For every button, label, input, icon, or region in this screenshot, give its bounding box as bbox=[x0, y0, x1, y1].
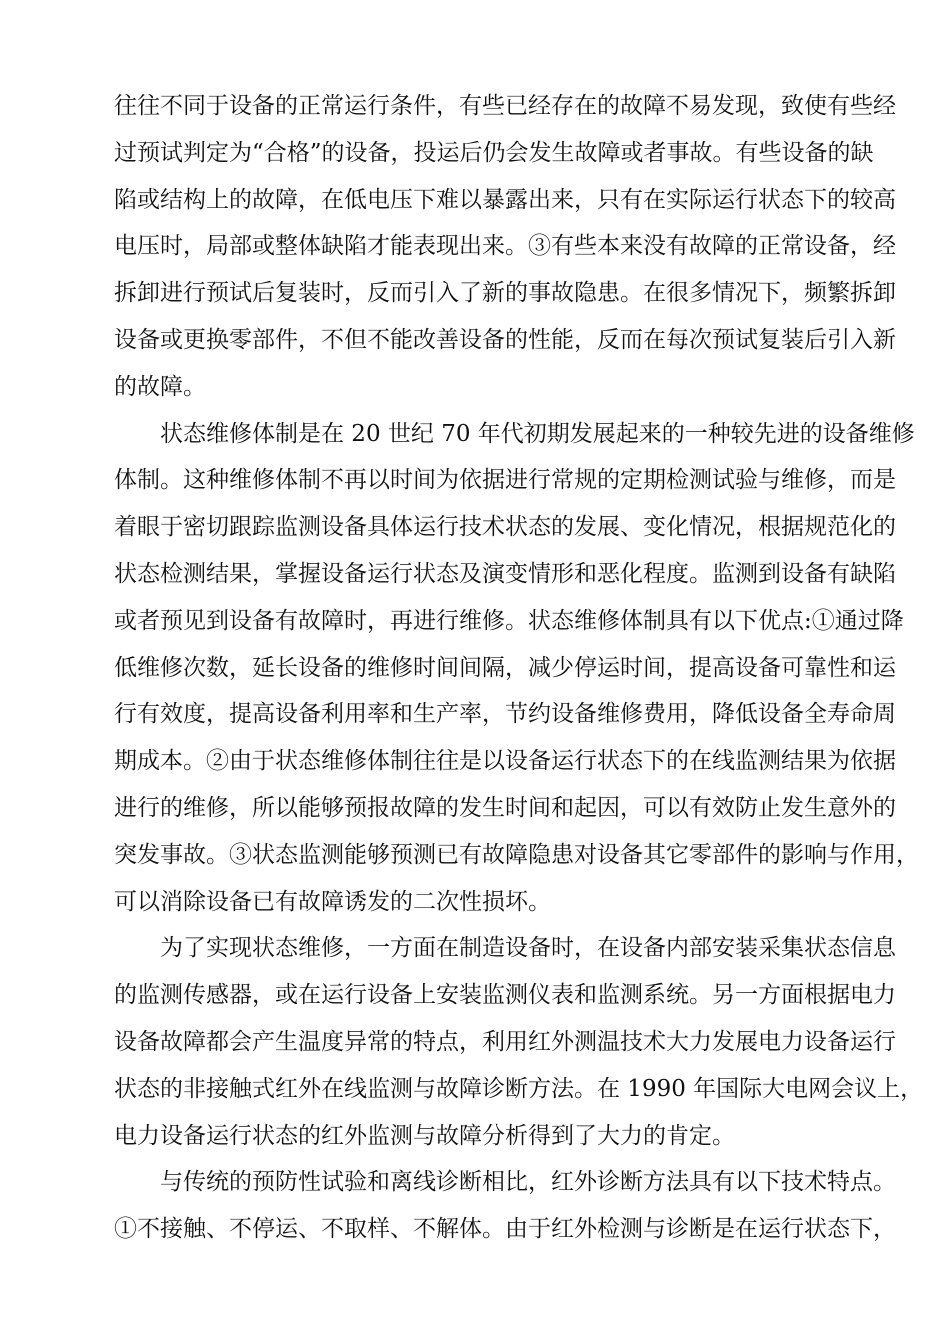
text-line: 突发事故。③状态监测能够预测已有故障隐患对设备其它零部件的影响与作用， bbox=[114, 841, 919, 868]
text-line: ①不接触、不停运、不取样、不解体。由于红外检测与诊断是在运行状态下， bbox=[114, 1216, 896, 1243]
text-line: 进行的维修，所以能够预报故障的发生时间和起因，可以有效防止发生意外的 bbox=[114, 794, 896, 821]
text-line: 设备故障都会产生温度异常的特点，利用红外测温技术大力发展电力设备运行 bbox=[114, 1028, 896, 1055]
text-line: 可以消除设备已有故障诱发的二次性损坏。 bbox=[114, 888, 551, 915]
text-line: 拆卸进行预试后复装时，反而引入了新的事故隐患。在很多情况下，频繁拆卸 bbox=[114, 280, 896, 307]
text-line: 电力设备运行状态的红外监测与故障分析得到了大力的肯定。 bbox=[114, 1122, 735, 1149]
text-line: 的故障。 bbox=[114, 373, 206, 400]
text-line: 状态的非接触式红外在线监测与故障诊断方法。在 1990 年国际大电网会议上， bbox=[114, 1075, 924, 1102]
text-line: 为了实现状态维修，一方面在制造设备时，在设备内部安装采集状态信息 bbox=[160, 935, 896, 962]
paragraph-1 bbox=[114, 83, 896, 411]
text-line: 往往不同于设备的正常运行条件，有些已经存在的故障不易发现，致使有些经 bbox=[114, 93, 896, 119]
text-line: 行有效度，提高设备利用率和生产率，节约设备维修费用，降低设备全寿命周 bbox=[114, 701, 896, 728]
text-line: 过预试判定为“合格”的设备，投运后仍会发生故障或者事故。有些设备的缺 bbox=[114, 139, 874, 166]
text-line: 电压时，局部或整体缺陷才能表现出来。③有些本来没有故障的正常设备，经 bbox=[114, 233, 896, 260]
text-line: 体制。这种维修体制不再以时间为依据进行常规的定期检测试验与维修，而是 bbox=[114, 467, 896, 494]
text-line: 低维修次数，延长设备的维修时间间隔，减少停运时间，提高设备可靠性和运 bbox=[114, 654, 896, 681]
body-text bbox=[114, 83, 924, 1253]
text-line: 陷或结构上的故障，在低电压下难以暴露出来，只有在实际运行状态下的较高 bbox=[114, 186, 896, 213]
text-line: 状态检测结果，掌握设备运行状态及演变情形和恶化程度。监测到设备有缺陷 bbox=[114, 560, 896, 587]
text-line: 与传统的预防性试验和离线诊断相比，红外诊断方法具有以下技术特点。 bbox=[160, 1169, 896, 1196]
text-line: 期成本。②由于状态维修体制往往是以设备运行状态下的在线监测结果为依据 bbox=[114, 748, 896, 775]
paragraph-3 bbox=[114, 925, 924, 1159]
text-line: 着眼于密切跟踪监测设备具体运行技术状态的发展、变化情况，根据规范化的 bbox=[114, 514, 896, 541]
paragraph-2 bbox=[114, 411, 919, 926]
text-line: 的监测传感器，或在运行设备上安装监测仪表和监测系统。另一方面根据电力 bbox=[114, 982, 896, 1009]
paragraph-4 bbox=[114, 1159, 896, 1253]
text-line: 状态维修体制是在 20 世纪 70 年代初期发展起来的一种较先进的设备维修 bbox=[160, 420, 915, 447]
text-line: 或者预见到设备有故障时，再进行维修。状态维修体制具有以下优点:①通过降 bbox=[114, 607, 904, 634]
text-line: 设备或更换零部件，不但不能改善设备的性能，反而在每次预试复装后引入新 bbox=[114, 326, 896, 353]
